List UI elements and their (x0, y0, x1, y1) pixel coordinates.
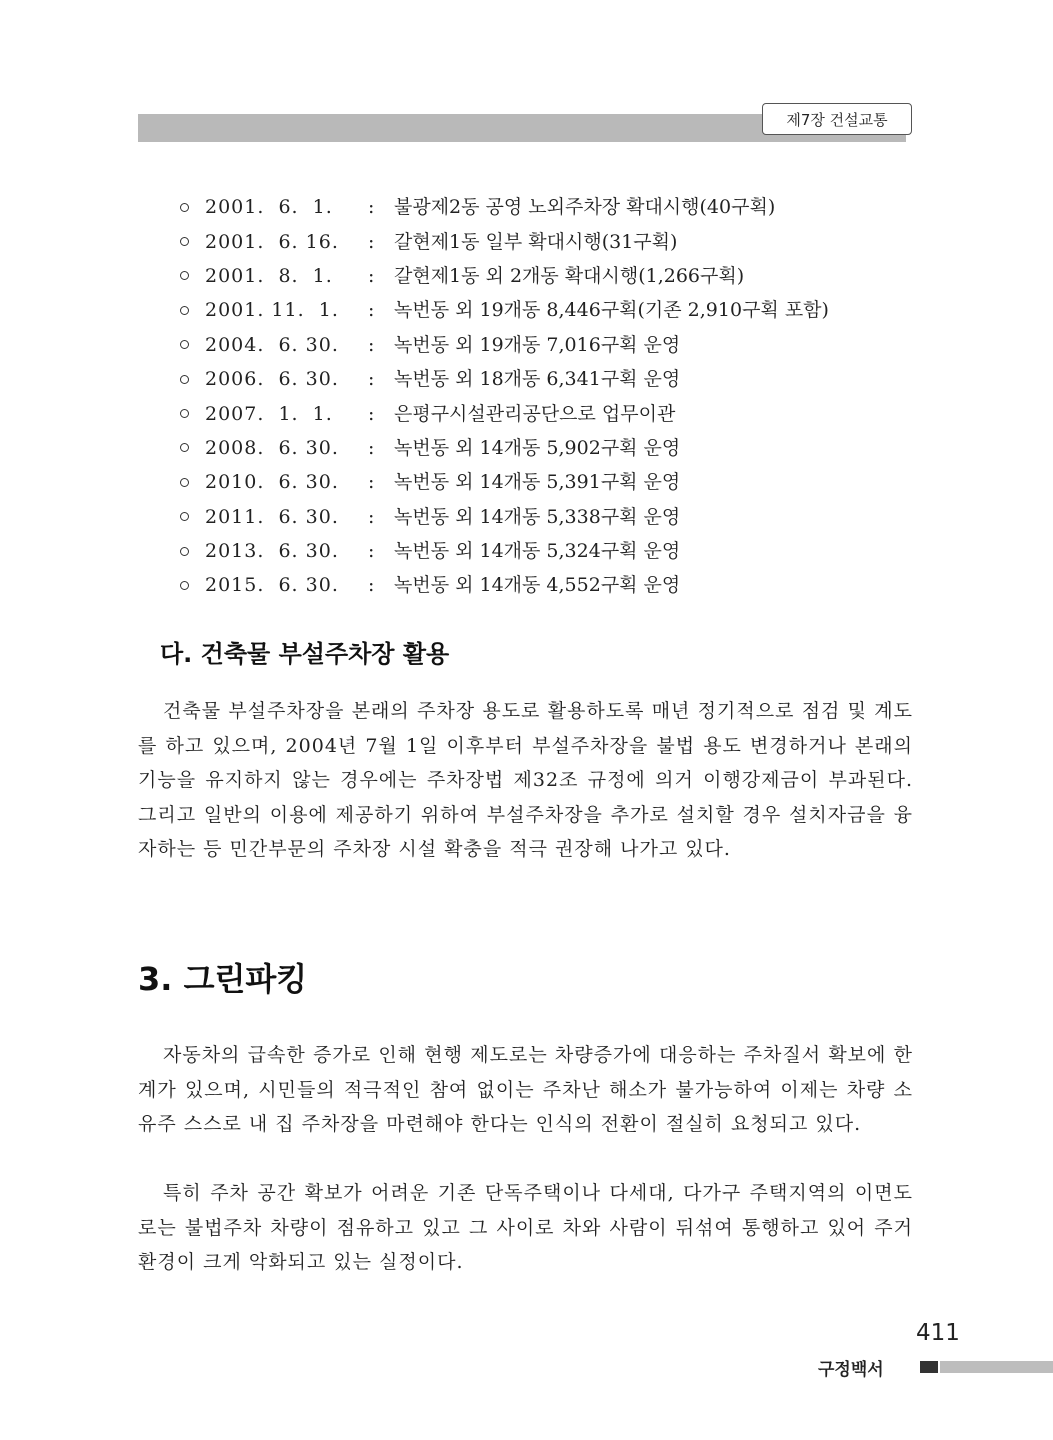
item-text: 은평구시설관리공단으로 업무이관 (394, 402, 676, 425)
item-separator: : (368, 471, 375, 494)
circle-bullet-icon (180, 409, 189, 418)
item-text: 녹번동 외 14개동 5,391구획 운영 (394, 471, 681, 494)
list-item (180, 328, 829, 362)
item-text: 녹번동 외 19개동 8,446구획(기존 2,910구획 포함) (394, 299, 829, 322)
subsection-paragraph: 건축물 부설주차장을 본래의 주차장 용도로 활용하도록 매년 정기적으로 점검 및 계도를 하고 있으며, 2004년 7월 1일 이후부터 부설주차장을 불법 용도 변경하거나 본래의 기능을 유지하지 않는 경우에는 주차장법 제32조 규정에 의거 이행강제금이 부과된다. 그리고 일반의 이용에 제공하기 위하여 부설주차장을 추가로 설치할 경우 설치자금을 융자하는 등 민간부문의 주차장 시설 확충을 적극 권장해 나가고 있다. (138, 700, 913, 861)
circle-bullet-icon (180, 443, 189, 452)
page-number: 411 (916, 1320, 960, 1346)
item-date: 2008. 6. 30. (205, 436, 339, 459)
footer-marker (920, 1361, 938, 1373)
publication-label: 구정백서 (818, 1360, 884, 1380)
footer-bar (940, 1361, 1053, 1373)
section-paragraph-2: 특히 주차 공간 확보가 어려운 기존 단독주택이나 다세대, 다가구 주택지역의 이면도로는 불법주차 차량이 점유하고 있고 그 사이로 차와 사람이 뒤섞여 통행하고 있어 주거환경이 크게 악화되고 있는 실정이다. (138, 1182, 913, 1274)
item-text: 녹번동 외 14개동 5,338구획 운영 (394, 505, 681, 528)
circle-bullet-icon (180, 581, 189, 590)
list-item (180, 362, 829, 396)
item-text: 녹번동 외 14개동 4,552구획 운영 (394, 574, 681, 597)
item-text: 갈현제1동 외 2개동 확대시행(1,266구획) (394, 264, 745, 287)
list-item (180, 500, 829, 534)
circle-bullet-icon (180, 203, 189, 212)
item-separator: : (368, 540, 375, 563)
circle-bullet-icon (180, 306, 189, 315)
item-date: 2001. 6. 16. (205, 230, 339, 253)
item-text: 녹번동 외 14개동 5,324구획 운영 (394, 540, 681, 563)
item-date: 2013. 6. 30. (205, 540, 339, 563)
item-date: 2001. 11. 1. (205, 299, 339, 322)
history-list (180, 190, 829, 603)
circle-bullet-icon (180, 478, 189, 487)
list-item (180, 190, 829, 224)
circle-bullet-icon (180, 271, 189, 280)
list-item (180, 568, 829, 602)
item-date: 2006. 6. 30. (205, 368, 339, 391)
circle-bullet-icon (180, 375, 189, 384)
list-item (180, 224, 829, 258)
item-date: 2004. 6. 30. (205, 333, 339, 356)
item-separator: : (368, 505, 375, 528)
list-item (180, 534, 829, 568)
item-date: 2011. 6. 30. (205, 505, 339, 528)
item-text: 불광제2동 공영 노외주차장 확대시행(40구획) (394, 196, 776, 219)
section-paragraph-1: 자동차의 급속한 증가로 인해 현행 제도로는 차량증가에 대응하는 주차질서 확보에 한계가 있으며, 시민들의 적극적인 참여 없이는 주차난 해소가 불가능하여 이제는 차량 소유주 스스로 내 집 주차장을 마련해야 한다는 인식의 전환이 절실히 요청되고 있다. (138, 1044, 913, 1136)
item-text: 녹번동 외 14개동 5,902구획 운영 (394, 436, 681, 459)
circle-bullet-icon (180, 547, 189, 556)
item-separator: : (368, 368, 375, 391)
subsection-heading: 다. 건축물 부설주차장 활용 (160, 640, 450, 668)
item-text: 갈현제1동 일부 확대시행(31구획) (394, 230, 678, 253)
item-separator: : (368, 196, 375, 219)
item-separator: : (368, 230, 375, 253)
item-text: 녹번동 외 18개동 6,341구획 운영 (394, 368, 681, 391)
item-date: 2001. 6. 1. (205, 196, 333, 219)
list-item (180, 431, 829, 465)
item-separator: : (368, 402, 375, 425)
list-item (180, 259, 829, 293)
item-text: 녹번동 외 19개동 7,016구획 운영 (394, 333, 681, 356)
item-separator: : (368, 299, 375, 322)
item-date: 2001. 8. 1. (205, 264, 333, 287)
circle-bullet-icon (180, 340, 189, 349)
item-separator: : (368, 436, 375, 459)
chapter-tab: 제7장 건설교통 (762, 103, 912, 135)
list-item (180, 465, 829, 499)
item-separator: : (368, 333, 375, 356)
list-item (180, 396, 829, 430)
circle-bullet-icon (180, 512, 189, 521)
item-separator: : (368, 574, 375, 597)
section-heading: 3. 그린파킹 (138, 960, 308, 998)
item-date: 2010. 6. 30. (205, 471, 339, 494)
item-separator: : (368, 264, 375, 287)
list-item (180, 293, 829, 327)
item-date: 2007. 1. 1. (205, 402, 333, 425)
item-date: 2015. 6. 30. (205, 574, 339, 597)
circle-bullet-icon (180, 237, 189, 246)
